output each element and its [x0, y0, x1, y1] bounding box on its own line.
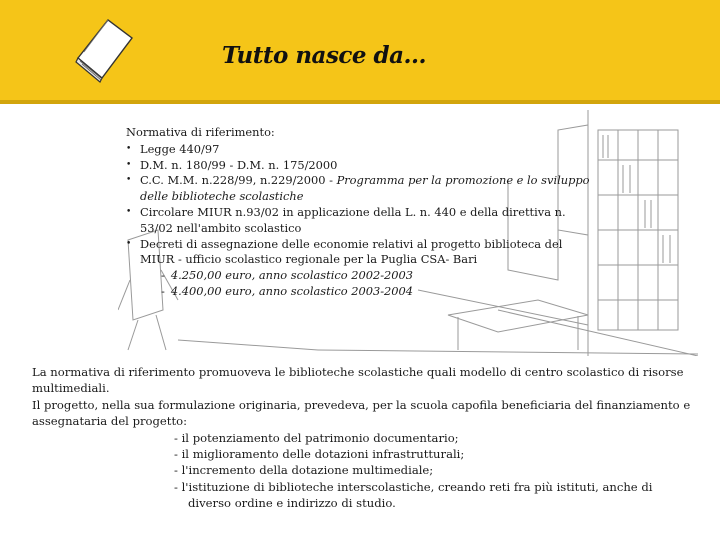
list-item-text: D.M. n. 180/99 - D.M. n. 175/2000	[140, 157, 338, 172]
funding-item-text: 4.400,00 euro, anno scolastico 2003-2004	[170, 283, 414, 298]
project-description	[32, 364, 702, 512]
list-item	[126, 173, 596, 205]
funding-item	[126, 268, 596, 284]
list-item: - il potenziamento del patrimonio documentario;	[174, 430, 459, 445]
normativa-list	[126, 142, 596, 268]
list-item-text: Decreti di assegnazione delle economie relativi al progetto biblioteca del MIUR - ufficio scolastico regionale per la Puglia CSA- Bari	[140, 236, 563, 267]
list-item	[126, 142, 596, 158]
funding-item	[126, 284, 596, 300]
list-item-text: Legge 440/97	[140, 141, 220, 156]
paragraph: Il progetto, nella sua formulazione originaria, prevedeva, per la scuola capofila beneficiaria del finanziamento e assegnataria del progetto:	[32, 397, 691, 429]
normativa-block	[126, 125, 596, 300]
page-title: Tutto nasce da…	[222, 42, 427, 69]
dash: -	[161, 268, 165, 283]
book-icon	[70, 16, 140, 84]
normativa-heading: Normativa di riferimento:	[126, 125, 275, 139]
list-item-continuation: diverso ordine e indirizzo di studio.	[188, 496, 396, 511]
list-item	[126, 237, 596, 269]
paragraph: La normativa di riferimento promuoveva le biblioteche scolastiche quali modello di centro scolastico di risorse multimediali.	[32, 365, 684, 396]
list-item: - l'istituzione di biblioteche interscolastiche, creando reti fra più istituti, anche di	[174, 479, 653, 494]
list-item-italic-text: Programma per la promozione e lo sviluppo delle biblioteche scolastiche	[140, 173, 590, 204]
project-goals-list	[32, 430, 702, 512]
funding-item-text: 4.250,00 euro, anno scolastico 2002-2003	[170, 268, 414, 283]
header-banner	[0, 0, 720, 104]
dash: -	[161, 283, 165, 298]
list-item	[126, 158, 596, 174]
list-item-text: Circolare MIUR n.93/02 in applicazione della L. n. 440 e della direttiva n. 53/02 nell'ambito scolastico	[140, 204, 566, 235]
list-item	[126, 205, 596, 237]
list-item: - il miglioramento delle dotazioni infrastrutturali;	[174, 447, 465, 462]
list-item-text: C.C. M.M. n.228/99, n.229/2000 -	[140, 173, 337, 188]
list-item: - l'incremento della dotazione multimediale;	[174, 463, 434, 478]
